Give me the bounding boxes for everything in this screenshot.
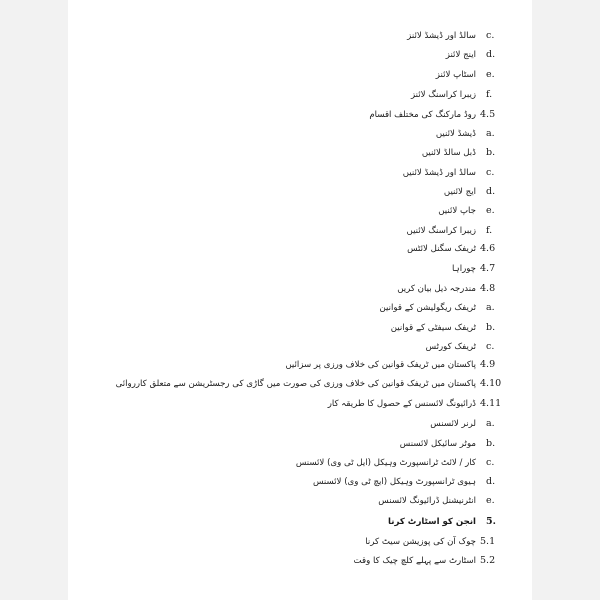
item-number: b. — [486, 438, 496, 449]
list-item — [68, 184, 532, 200]
item-text: زیبرا کراسنگ لائنز — [410, 90, 476, 100]
item-text: ایج لائنیں — [443, 187, 476, 197]
item-text: کار / لائٹ ٹرانسپورٹ وہیکل (ایل ٹی وی) لائسنس — [295, 458, 476, 468]
list-item — [68, 165, 532, 181]
item-number: b. — [486, 322, 496, 333]
item-number: e. — [486, 69, 495, 80]
item-number: d. — [486, 186, 496, 197]
item-text: ٹریفک کورٹس — [425, 342, 476, 352]
item-number: e. — [486, 495, 495, 506]
item-text: اسٹاپ لائنز — [435, 70, 476, 80]
item-text: اینج لائنز — [445, 50, 476, 60]
item-number: f. — [486, 225, 493, 236]
section-title: پاکستان میں ٹریفک قوانین کی خلاف ورزی کی صورت میں گاڑی کی رجسٹریشن سے متعلق کارروائی — [115, 379, 476, 389]
section-number: 5.1 — [480, 536, 496, 547]
list-item — [68, 339, 532, 355]
item-number: c. — [486, 341, 495, 352]
section-title: چوک آن کی پوزیشن سیٹ کرنا — [365, 537, 476, 547]
item-text: ہیوی ٹرانسپورٹ وہیکل (ایچ ٹی وی) لائسنس — [312, 477, 476, 487]
section-number: 5.2 — [480, 555, 496, 566]
item-text: جاپ لائنیں — [438, 206, 476, 216]
chapter-number: 5. — [486, 516, 496, 527]
item-text: زیبرا کراسنگ لائنیں — [406, 226, 476, 236]
section-number: 4.10 — [480, 378, 502, 389]
item-text: سالڈ اور ڈیشڈ لائنز — [407, 31, 476, 41]
list-item — [68, 67, 532, 83]
item-text: سالڈ اور ڈیشڈ لائنیں — [402, 168, 476, 178]
section-heading — [68, 376, 532, 392]
section-heading — [68, 261, 532, 277]
list-item — [68, 416, 532, 432]
list-item — [68, 145, 532, 161]
item-number: c. — [486, 30, 495, 41]
item-number: c. — [486, 167, 495, 178]
section-title: مندرجہ ذیل بیان کریں — [397, 284, 476, 294]
item-number: d. — [486, 476, 496, 487]
section-number: 4.11 — [480, 398, 502, 409]
section-heading — [68, 241, 532, 257]
item-text: لرنر لائسنس — [430, 419, 476, 429]
item-number: c. — [486, 457, 495, 468]
list-item — [68, 455, 532, 471]
chapter-title: انجن کو اسٹارٹ کرنا — [388, 517, 476, 527]
section-title: پاکستان میں ٹریفک قوانین کی خلاف ورزی پر سزائیں — [285, 360, 476, 370]
section-number: 4.9 — [480, 359, 496, 370]
section-heading — [68, 357, 532, 373]
section-heading — [68, 107, 532, 123]
section-number: 4.8 — [480, 283, 496, 294]
item-text: موٹر سائیکل لائسنس — [399, 439, 476, 449]
item-text: ڈیشڈ لائنیں — [435, 129, 476, 139]
section-heading — [68, 534, 532, 550]
list-item — [68, 203, 532, 219]
item-text: ٹریفک سیفٹی کے قوانین — [390, 323, 476, 333]
list-item — [68, 223, 532, 239]
section-title: ٹریفک سگنل لائٹس — [407, 244, 476, 254]
section-title: اسٹارٹ سے پہلے کلچ چیک کا وقت — [353, 556, 476, 566]
section-heading — [68, 281, 532, 297]
item-text: ڈبل سالڈ لائنیں — [421, 148, 476, 158]
list-item — [68, 126, 532, 142]
section-number: 4.6 — [480, 243, 496, 254]
section-title: چوراہا — [452, 264, 476, 274]
item-number: e. — [486, 205, 495, 216]
item-number: a. — [486, 418, 495, 429]
document-page — [68, 0, 532, 600]
item-number: a. — [486, 302, 495, 313]
chapter-heading — [68, 514, 532, 530]
list-item — [68, 474, 532, 490]
list-item — [68, 28, 532, 44]
list-item — [68, 300, 532, 316]
item-text: ٹریفک ریگولیشن کے قوانین — [379, 303, 476, 313]
list-item — [68, 436, 532, 452]
section-heading — [68, 553, 532, 569]
list-item — [68, 87, 532, 103]
section-title: روڈ مارکنگ کی مختلف اقسام — [369, 110, 476, 120]
section-number: 4.7 — [480, 263, 496, 274]
list-item — [68, 493, 532, 509]
item-number: f. — [486, 89, 493, 100]
item-number: d. — [486, 49, 496, 60]
section-number: 4.5 — [480, 109, 496, 120]
section-title: ڈرائیونگ لائسنس کے حصول کا طریقہ کار — [327, 399, 476, 409]
item-number: a. — [486, 128, 495, 139]
list-item — [68, 320, 532, 336]
list-item — [68, 47, 532, 63]
item-text: انٹرنیشنل ڈرائیونگ لائسنس — [378, 496, 476, 506]
section-heading — [68, 396, 532, 412]
item-number: b. — [486, 147, 496, 158]
